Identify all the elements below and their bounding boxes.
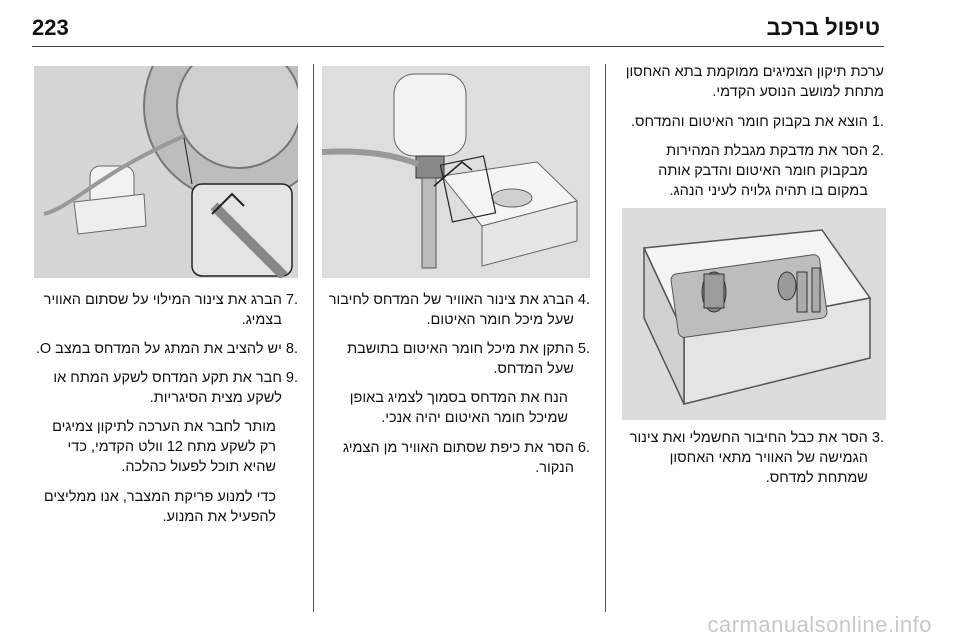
figure-compressor-kit — [622, 208, 886, 420]
right-column — [620, 62, 884, 210]
step-1 — [620, 112, 884, 132]
page-header — [0, 0, 960, 50]
step-5-note: הנח את המדחס בסמוך לצמיג באופן שמיכל חומר האיטום יהיה אנכי. — [349, 390, 568, 426]
step-text: התקן את מיכל חומר האיטום בתושבת שעל המדחס. — [347, 341, 574, 377]
header-divider — [32, 46, 884, 47]
right-column-lower — [620, 428, 884, 497]
step-number: .5 — [577, 341, 590, 357]
step-text: הסר את מדבקת מגבלת המהירות מבקבוק חומר האיטום והדבק אותה במקום בו תהיה גלויה לעיני הנהג. — [658, 143, 868, 199]
step-9-note-socket: מותר לחבר את הערכה לתיקון צמיגים רק לשקע מתח 12 וולט הקדמי, כדי שהיא תוכל לפעול כהלכה. — [52, 419, 276, 475]
step-number: .4 — [577, 292, 590, 308]
step-6 — [322, 438, 590, 478]
section-title: טיפול ברכב — [766, 15, 880, 40]
step-number: .3 — [871, 430, 884, 446]
step-7 — [34, 290, 298, 330]
step-text: הסר את כבל החיבור החשמלי ואת צינור הגמישה של האוויר מתאי האחסון שמתחת למדחס. — [629, 430, 868, 486]
figure-sealant-bottle — [322, 66, 590, 278]
page-number: 223 — [32, 15, 69, 40]
step-9-note-battery: כדי למנוע פריקת המצבר, אנו ממליצים להפעיל את המנוע. — [43, 489, 276, 525]
sealant-bottle-illustration — [322, 66, 590, 278]
step-number: .2 — [871, 143, 884, 159]
step-text: הברג את צינור האוויר של המדחס לחיבור שעל מיכל חומר האיטום. — [328, 292, 574, 328]
step-4 — [322, 290, 590, 330]
step-2 — [620, 141, 884, 201]
figure-tyre-valve — [34, 66, 298, 278]
column-divider-left — [313, 64, 314, 612]
middle-column — [322, 290, 590, 487]
step-text: חבר את תקע המדחס לשקע המתח או לשקע מצית הסיגריות. — [53, 370, 282, 406]
watermark: carmanualsonline.info — [707, 612, 932, 637]
left-column — [34, 290, 298, 537]
step-text: יש להציב את המתג על המדחס במצב O. — [35, 341, 282, 357]
column-divider-right — [605, 64, 606, 612]
compressor-kit-illustration — [622, 208, 886, 420]
step-5 — [322, 339, 590, 379]
step-text: הוצא את בקבוק חומר האיטום והמדחס. — [630, 114, 868, 130]
step-number: .8 — [285, 341, 298, 357]
step-number: .1 — [871, 114, 884, 130]
step-9 — [34, 368, 298, 408]
intro-text: ערכת תיקון הצמיגים ממוקמת בתא האחסון מתחת למושב הנוסע הקדמי. — [625, 64, 884, 100]
step-number: .7 — [285, 292, 298, 308]
step-text: הברג את צינור המילוי על שסתום האוויר בצמיג. — [43, 292, 282, 328]
tyre-valve-illustration — [34, 66, 298, 278]
step-3 — [620, 428, 884, 488]
step-text: הסר את כיפת שסתום האוויר מן הצמיג הנקור. — [342, 440, 574, 476]
step-8 — [34, 339, 298, 359]
step-number: .6 — [577, 440, 590, 456]
step-number: .9 — [285, 370, 298, 386]
